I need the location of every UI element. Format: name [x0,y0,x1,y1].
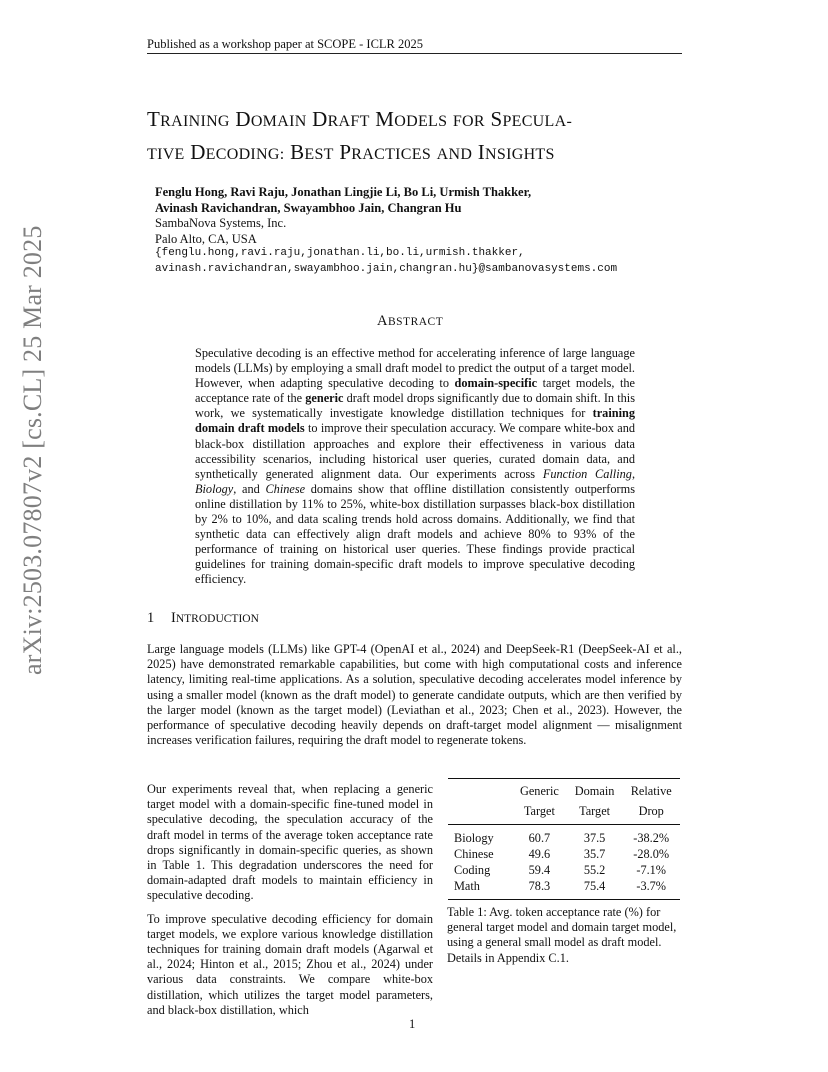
table-header-cell: Target [567,803,623,825]
table-row [448,846,680,862]
table-header-cell: Drop [622,803,680,825]
table-cell: Chinese [454,847,494,861]
email-line: avinash.ravichandran,swayambhoo.jain,changran.hu}@sambanovasystems.com [155,263,618,275]
table-cell: 35.7 [583,847,606,861]
table-cell: 55.2 [583,863,606,877]
acceptance-rate-table [448,778,680,900]
table-caption: Table 1: Avg. token acceptance rate (%) for general target model and domain target model, using a general small model as draft model. Details in Appendix C.1. [447,905,677,965]
affiliation-org: SambaNova Systems, Inc. [155,216,287,230]
section-heading-introduction: 1 INTRODUCTION [147,610,259,626]
left-column-text [147,782,433,1026]
table-row [448,862,680,878]
page-number: 1 [409,1017,416,1031]
paragraph: Our experiments reveal that, when replacing a generic target model with a domain-specific fine-tuned model in speculative decoding, the speculation accuracy of the draft model in terms of the average token acceptance rate drops significantly in domain-specific queries, as shown in Table 1. This degradation underscores the need for domain-adapted draft models to maintain efficiency in speculative decoding. [147,782,433,903]
running-header: Published as a workshop paper at SCOPE - ICLR 2025 [147,37,424,51]
table-cell: Coding [454,863,491,877]
table-cell: -3.7% [622,878,680,900]
table-header-cell [448,779,512,804]
table-cell: 37.5 [583,831,606,845]
title-line-2: TIVE DECODING: BEST PRACTICES AND INSIGHTS [147,140,555,164]
table-header-cell [448,803,512,825]
table-header-cell: Relative [622,779,680,804]
table-header-cell: Domain [567,779,623,804]
paragraph: To improve speculative decoding efficiency for domain target models, we explore various knowledge distillation techniques for training domain draft models (Agarwal et al., 2024; Hinton et al., 2015; Zhou et al., 2024) under various data constraints. We compare white-box distillation, which utilizes the target model parameters, and black-box distillation, which [147,911,433,1017]
author-line: Fenglu Hong, Ravi Raju, Jonathan Lingjie Li, Bo Li, Urmish Thakker, [155,185,532,199]
abstract-heading: ABSTRACT [377,313,444,329]
abstract-body: Speculative decoding is an effective method for accelerating inference of large language models (LLMs) by employing a small draft model to predict the output of a target model. However, when adapting speculative decoding to domain-specific target models, the acceptance rate of the generic draft model drops significantly due to domain shift. In this work, we systematically investigate knowledge distillation techniques for training domain draft models to improve their speculation accuracy. We compare white-box and black-box distillation approaches and explore their effectiveness in various data accessibility scenarios, including historical user queries, curated domain data, and synthetically generated alignment data. Our experiments across Function Calling, Biology, and Chinese domains show that offline distillation consistently outperforms online distillation by 11% to 25%, white-box distillation surpasses black-box distillation by 2% to 10%, and data scaling trends hold across domains. Additionally, we find that synthetic data can effectively align draft models and achieve 80% to 93% of the performance of training on historical user queries. These findings provide practical guidelines for training domain-specific draft models to improve speculative decoding efficiency. [195,346,636,587]
header-rule [147,53,682,54]
table-cell: Biology [454,831,494,845]
table-cell: -38.2% [633,831,670,845]
title-line-1: TRAINING DOMAIN DRAFT MODELS FOR SPECULA- [147,107,573,131]
author-line: Avinash Ravichandran, Swayambhoo Jain, Changran Hu [155,201,462,215]
table-header-cell: Target [512,803,567,825]
table-cell: 75.4 [567,878,623,900]
table-1 [448,778,680,900]
table-header-row [448,779,680,804]
affiliation [155,215,286,247]
arxiv-watermark: arXiv:2503.07807v2 [cs.CL] 25 Mar 2025 [18,225,47,675]
author-list [155,184,675,216]
table-cell: -28.0% [633,847,670,861]
table-cell: Math [448,878,512,900]
table-cell: 78.3 [512,878,567,900]
table-header-row [448,803,680,825]
intro-paragraph: Large language models (LLMs) like GPT-4 (OpenAI et al., 2024) and DeepSeek-R1 (DeepSeek-AI et al., 2025) have demonstrated remarkable capabilities, but come with high computational costs and inference latency, limiting real-time applications. As a solution, speculative decoding accelerates model inference by using a smaller model (known as the draft model) to generate candidate outputs, which are then verified by the larger model (known as the target model) (Leviathan et al., 2023; Chen et al., 2023). However, the performance of speculative decoding heavily depends on draft-target model alignment — misalignment increases verification failures, requiring the draft model to regenerate tokens. [147,642,682,748]
email-line: {fenglu.hong,ravi.raju,jonathan.li,bo.li,urmish.thakker, [155,247,525,259]
table-row [448,825,680,847]
table-row [448,878,680,900]
table-cell: 59.4 [528,863,551,877]
table-header-cell: Generic [512,779,567,804]
paper-title [147,104,707,170]
table-cell: 60.7 [528,831,551,845]
affiliation-location: Palo Alto, CA, USA [155,232,257,246]
author-emails [155,245,617,277]
table-cell: -7.1% [636,863,667,877]
table-cell: 49.6 [528,847,551,861]
